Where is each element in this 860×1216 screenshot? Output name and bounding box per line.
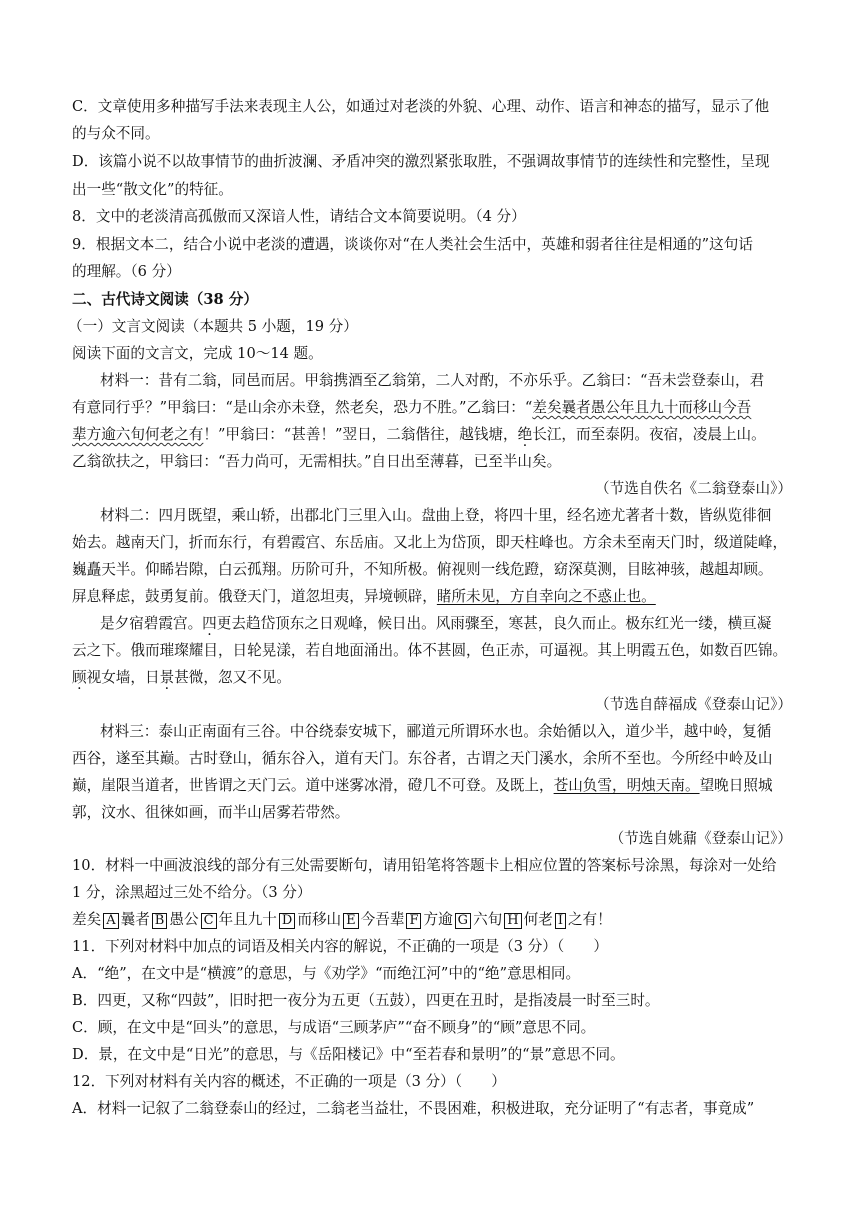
- underlined-phrase: 苍山负雪，明烛天南。: [553, 777, 700, 794]
- material1-line3: 辈方逾六旬何老之有！”甲翁曰：“甚善！”翌日，二翁偕往，越钱塘，绝长江，而至泰阴。夜宿，凌晨上山。: [72, 426, 766, 443]
- q11-option-c: C．顾，在文中是“回头”的意思，与成语“三顾茅庐”“奋不顾身”的“顾”意思不同。: [72, 1019, 596, 1036]
- answer-box-i[interactable]: I: [555, 913, 566, 929]
- material3-line2: 西谷，遂至其巅。古时登山，循东谷入，道有天门。东谷者，古谓之天门溪水，余所不至也。今所经中岭及山: [72, 750, 773, 767]
- q11-option-a: A．“绝”，在文中是“横渡”的意思，与《劝学》“而绝江河”中的“绝”意思相同。: [72, 965, 581, 982]
- material2-line7: 顾视女墙，日景甚微，忽又不见。: [72, 669, 291, 686]
- question-12: 12．下列对材料有关内容的概述，不正确的一项是（3 分）（ ）: [72, 1073, 506, 1090]
- material1-source: （节选自佚名《二翁登泰山》）: [594, 480, 792, 497]
- answer-box-h[interactable]: H: [504, 913, 521, 929]
- material1-line1: 材料一：昔有二翁，同邑而居。甲翁携酒至乙翁第，二人对酌，不亦乐乎。乙翁曰：“吾未尝登泰山，君: [100, 372, 765, 389]
- answer-box-e[interactable]: E: [343, 913, 359, 929]
- answer-options-line: 差矣 A 曩者 B 愚公 C 年且九十 D 而移山 E 今吾辈 F 方逾 G 六旬 H 何老 I 之有！: [72, 911, 612, 928]
- answer-box-c[interactable]: C: [201, 913, 217, 929]
- dotted-word-si: 四: [202, 615, 217, 632]
- question-8: 8．文中的老淡清高孤傲而又深谙人性，请结合文本简要说明。（4 分）: [72, 208, 526, 225]
- dotted-word-jue: 绝: [517, 426, 533, 443]
- dotted-word-jing: 景: [159, 669, 175, 686]
- question-11: 11．下列对材料中加点的词语及相关内容的解说，不正确的一项是（3 分）（ ）: [72, 938, 608, 955]
- question-10-line2: 1 分，涂黑超过三处不给分。（3 分）: [72, 884, 312, 901]
- wavy-underline-part2: 辈方逾六旬何老之有: [72, 426, 204, 443]
- material1-line4: 乙翁欲扶之，甲翁曰：“吾力尚可，无需相扶。”自日出至薄暮，已至半山矣。: [72, 453, 562, 470]
- material2-line5: 是夕宿碧霞宫。四更去趋岱顶东之日观峰，候日出。风雨骤至，寒甚，良久而止。极东红光一缕，横亘凝: [100, 615, 772, 632]
- material2-source: （节选自薛福成《登泰山记》）: [594, 696, 792, 713]
- underlined-sentence: 睹所未见，方自幸向之不惑止也。: [436, 588, 656, 605]
- material3-line1: 材料三：泰山正南面有三谷。中谷绕泰安城下，郦道元所谓环水也。余始循以入，道少半，越中岭，复循: [100, 723, 772, 740]
- reading-instruction: 阅读下面的文言文，完成 10～14 题。: [72, 345, 323, 362]
- option-c-line1: C．文章使用多种描写手法来表现主人公，如通过对老淡的外貌、心理、动作、语言和神态的描写，显示了他: [72, 98, 770, 115]
- answer-box-d[interactable]: D: [279, 913, 295, 929]
- option-c-line2: 的与众不同。: [72, 125, 160, 142]
- material3-line4: 郭，汶水、徂徕如画，而半山居雾若带然。: [72, 804, 350, 821]
- subsection-heading: （一）文言文阅读（本题共 5 小题，19 分）: [68, 318, 358, 335]
- section-heading: 二、古代诗文阅读（38 分）: [72, 291, 258, 308]
- answer-box-b[interactable]: B: [152, 913, 168, 929]
- option-d-line1: D．该篇小说不以故事情节的曲折波澜、矛盾冲突的激烈紧张取胜，不强调故事情节的连续性和完整性，呈现: [72, 153, 770, 170]
- dotted-word-gu: 顾: [72, 669, 87, 686]
- material2-line3: 巍矗天半。仰睎岩隙，白云孤翔。历阶可升，不知所极。俯视则一线危蹬，窈深莫测，目眩神骇，越趄却顾。: [72, 561, 773, 578]
- material2-line6: 云之下。俄而璀璨耀目，日轮晃漾，若自地面涌出。体不甚圆，色正赤，可逼视。其上明霞五色，如数百匹锦。: [72, 642, 788, 659]
- question-9-line1: 9．根据文本二，结合小说中老淡的遭遇，谈谈你对“在人类社会生活中，英雄和弱者往往是相通的”这句话: [72, 236, 753, 253]
- q12-option-a: A．材料一记叙了二翁登泰山的经过，二翁老当益壮，不畏困难，积极进取，充分证明了“有志者，事竟成”: [72, 1100, 755, 1117]
- question-9-line2: 的理解。（6 分）: [72, 263, 181, 280]
- material2-line4: 屏息释虑，鼓勇复前。俄登天门，道忽坦夷，异境顿辟，睹所未见，方自幸向之不惑止也。: [72, 588, 656, 605]
- material2-line1: 材料二：四月既望，乘山轿，出郡北门三里入山。盘曲上登，将四十里，经名迹尤著者十数，皆纵览徘徊: [100, 507, 772, 524]
- answer-box-a[interactable]: A: [103, 913, 118, 929]
- q11-option-d: D．景，在文中是“日光”的意思，与《岳阳楼记》中“至若春和景明”的“景”意思不同。: [72, 1046, 625, 1063]
- q11-option-b: B．四更，又称“四鼓”，旧时把一夜分为五更（五鼓），四更在丑时，是指凌晨一时至三时。: [72, 992, 660, 1009]
- option-d-line2: 出一些“散文化”的特征。: [72, 181, 233, 198]
- answer-box-g[interactable]: G: [455, 913, 471, 929]
- material3-source: （节选自姚鼐《登泰山记》）: [609, 830, 792, 847]
- material1-line2: 有意同行乎？”甲翁曰：“是山余亦未登，然老矣，恐力不胜。”乙翁曰：“差矣曩者愚公年且九十而移山今吾: [72, 399, 752, 416]
- material3-line3: 巅，崖限当道者，世皆谓之天门云。道中迷雾冰滑，磴几不可登。及既上，苍山负雪，明烛天南。望晚日照城: [72, 777, 773, 794]
- question-10-line1: 10．材料一中画波浪线的部分有三处需要断句，请用铅笔将答题卡上相应位置的答案标号涂黑，每涂对一处给: [72, 857, 777, 874]
- material2-line2: 始去。越南天门，折而东行，有碧霞宫、东岳庙。又北上为岱顶，即天柱峰也。方余未至南天门时，级道陡峰，: [72, 534, 788, 551]
- answer-box-f[interactable]: F: [406, 913, 421, 929]
- wavy-underline-part1: 差矣曩者愚公年且九十而移山今吾: [532, 399, 752, 416]
